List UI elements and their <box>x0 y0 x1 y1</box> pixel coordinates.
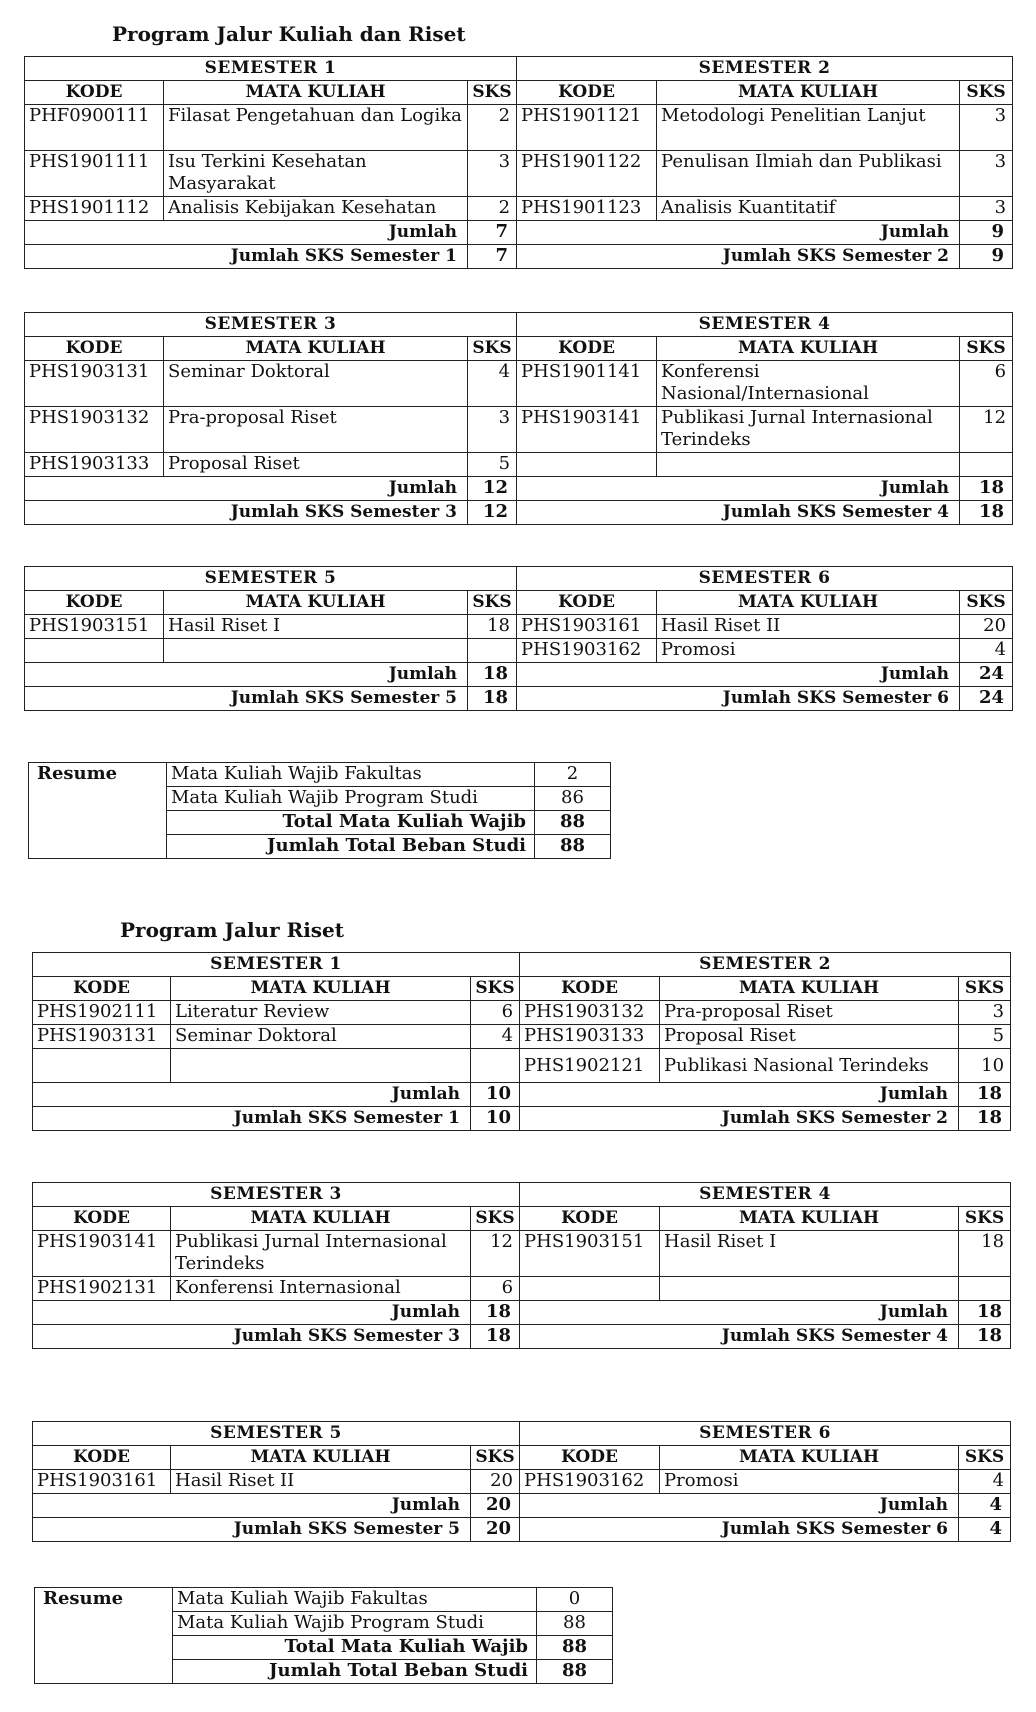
mata-kuliah-cell <box>657 453 960 477</box>
jumlah-label: Jumlah <box>517 663 960 687</box>
resume-item-label: Mata Kuliah Wajib Fakultas <box>167 763 535 787</box>
semester-table <box>24 566 1013 711</box>
table-row <box>25 151 1013 197</box>
kode-cell <box>517 453 657 477</box>
semester-label: SEMESTER 4 <box>520 1183 1011 1207</box>
jumlah-value: 18 <box>959 1083 1011 1107</box>
mata-kuliah-cell: Metodologi Penelitian Lanjut <box>657 105 960 151</box>
total-sks-label: Jumlah SKS Semester 4 <box>520 1325 959 1349</box>
table-row <box>33 1001 1011 1025</box>
kode-header: KODE <box>517 337 657 361</box>
resume-item-label: Mata Kuliah Wajib Program Studi <box>173 1612 537 1636</box>
sks-header: SKS <box>468 81 517 105</box>
sks-cell <box>468 639 517 663</box>
sks-cell: 3 <box>960 105 1013 151</box>
sks-cell: 20 <box>471 1470 520 1494</box>
sks-cell: 6 <box>471 1277 520 1301</box>
kode-header: KODE <box>520 1446 660 1470</box>
sks-cell <box>959 1277 1011 1301</box>
semester-label: SEMESTER 5 <box>25 567 517 591</box>
resume-table <box>34 1587 613 1684</box>
mata-kuliah-cell: Analisis Kebijakan Kesehatan <box>164 197 468 221</box>
kode-header: KODE <box>25 591 164 615</box>
mata-kuliah-cell: Publikasi Jurnal Internasional Terindeks <box>657 407 960 453</box>
resume-item-value: 88 <box>537 1612 613 1636</box>
kode-cell: PHS1903161 <box>517 615 657 639</box>
mata-kuliah-cell: Filasat Pengetahuan dan Logika <box>164 105 468 151</box>
semester-label: SEMESTER 2 <box>520 953 1011 977</box>
sks-header: SKS <box>959 977 1011 1001</box>
mata-kuliah-header: MATA KULIAH <box>171 977 471 1001</box>
mata-kuliah-header: MATA KULIAH <box>660 1446 959 1470</box>
kode-header: KODE <box>33 977 171 1001</box>
kode-cell: PHS1903131 <box>33 1025 171 1049</box>
sks-cell: 3 <box>959 1001 1011 1025</box>
kode-cell: PHS1903132 <box>520 1001 660 1025</box>
kode-cell: PHS1903161 <box>33 1470 171 1494</box>
kode-cell: PHS1901122 <box>517 151 657 197</box>
jumlah-label: Jumlah <box>33 1494 471 1518</box>
jumlah-value: 12 <box>468 477 517 501</box>
sks-cell: 5 <box>468 453 517 477</box>
kode-cell: PHS1903133 <box>520 1025 660 1049</box>
mata-kuliah-header: MATA KULIAH <box>164 81 468 105</box>
total-sks-value: 20 <box>471 1518 520 1542</box>
sks-cell: 3 <box>468 151 517 197</box>
total-sks-value: 9 <box>960 245 1013 269</box>
sks-cell: 2 <box>468 197 517 221</box>
sks-header: SKS <box>468 337 517 361</box>
mata-kuliah-cell: Promosi <box>657 639 960 663</box>
semester-table <box>24 312 1013 525</box>
semester-label: SEMESTER 1 <box>25 57 517 81</box>
total-sks-value: 24 <box>960 687 1013 711</box>
total-sks-label: Jumlah SKS Semester 5 <box>25 687 468 711</box>
sks-cell: 4 <box>471 1025 520 1049</box>
sks-cell: 2 <box>468 105 517 151</box>
total-sks-value: 18 <box>959 1325 1011 1349</box>
jumlah-value: 18 <box>960 477 1013 501</box>
mata-kuliah-cell: Promosi <box>660 1470 959 1494</box>
jumlah-label: Jumlah <box>33 1083 471 1107</box>
semester-label: SEMESTER 6 <box>520 1422 1011 1446</box>
kode-header: KODE <box>25 81 164 105</box>
jumlah-value: 10 <box>471 1083 520 1107</box>
mata-kuliah-cell: Proposal Riset <box>164 453 468 477</box>
sks-cell: 18 <box>468 615 517 639</box>
table-row <box>25 453 1013 477</box>
jumlah-label: Jumlah <box>517 477 960 501</box>
sks-header: SKS <box>959 1207 1011 1231</box>
mata-kuliah-header: MATA KULIAH <box>660 977 959 1001</box>
sks-cell: 3 <box>960 151 1013 197</box>
total-sks-value: 7 <box>468 245 517 269</box>
table-row <box>25 361 1013 407</box>
total-sks-value: 4 <box>959 1518 1011 1542</box>
total-sks-label: Jumlah SKS Semester 3 <box>33 1325 471 1349</box>
mata-kuliah-cell: Konferensi Nasional/Internasional <box>657 361 960 407</box>
semester-label: SEMESTER 2 <box>517 57 1013 81</box>
kode-cell: PHS1901111 <box>25 151 164 197</box>
jumlah-value: 20 <box>471 1494 520 1518</box>
total-sks-label: Jumlah SKS Semester 2 <box>520 1107 959 1131</box>
sks-cell: 10 <box>959 1049 1011 1083</box>
resume-item-value: 88 <box>537 1660 613 1684</box>
sks-cell <box>960 453 1013 477</box>
table-row <box>25 407 1013 453</box>
jumlah-value: 18 <box>959 1301 1011 1325</box>
jumlah-value: 9 <box>960 221 1013 245</box>
mata-kuliah-header: MATA KULIAH <box>164 337 468 361</box>
resume-item-value: 88 <box>535 811 611 835</box>
semester-table <box>32 952 1011 1131</box>
jumlah-value: 24 <box>960 663 1013 687</box>
total-sks-label: Jumlah SKS Semester 1 <box>33 1107 471 1131</box>
kode-cell: PHS1901141 <box>517 361 657 407</box>
kode-header: KODE <box>520 1207 660 1231</box>
kode-cell: PHS1902121 <box>520 1049 660 1083</box>
jumlah-value: 7 <box>468 221 517 245</box>
jumlah-label: Jumlah <box>25 221 468 245</box>
kode-cell: PHS1903151 <box>520 1231 660 1277</box>
total-sks-label: Jumlah SKS Semester 6 <box>517 687 960 711</box>
program-title: Program Jalur Riset <box>120 918 345 942</box>
resume-label: Resume <box>29 763 167 859</box>
resume-item-label: Jumlah Total Beban Studi <box>167 835 535 859</box>
jumlah-label: Jumlah <box>520 1494 959 1518</box>
total-sks-value: 18 <box>468 687 517 711</box>
sks-cell: 3 <box>960 197 1013 221</box>
semester-label: SEMESTER 4 <box>517 313 1013 337</box>
kode-cell: PHS1901121 <box>517 105 657 151</box>
sks-cell: 4 <box>960 639 1013 663</box>
table-row <box>25 197 1013 221</box>
sks-header: SKS <box>471 1446 520 1470</box>
mata-kuliah-cell: Hasil Riset I <box>164 615 468 639</box>
mata-kuliah-header: MATA KULIAH <box>171 1446 471 1470</box>
table-row <box>25 615 1013 639</box>
total-sks-label: Jumlah SKS Semester 3 <box>25 501 468 525</box>
mata-kuliah-cell: Pra-proposal Riset <box>660 1001 959 1025</box>
kode-header: KODE <box>25 337 164 361</box>
kode-cell: PHS1903162 <box>520 1470 660 1494</box>
semester-label: SEMESTER 6 <box>517 567 1013 591</box>
semester-label: SEMESTER 1 <box>33 953 520 977</box>
mata-kuliah-cell: Analisis Kuantitatif <box>657 197 960 221</box>
mata-kuliah-cell: Isu Terkini Kesehatan Masyarakat <box>164 151 468 197</box>
kode-header: KODE <box>520 977 660 1001</box>
program-title: Program Jalur Kuliah dan Riset <box>112 22 466 46</box>
kode-cell: PHS1903141 <box>517 407 657 453</box>
total-sks-label: Jumlah SKS Semester 6 <box>520 1518 959 1542</box>
jumlah-value: 18 <box>468 663 517 687</box>
semester-label: SEMESTER 3 <box>33 1183 520 1207</box>
semester-table <box>32 1182 1011 1349</box>
semester-table <box>24 56 1013 269</box>
sks-cell <box>471 1049 520 1083</box>
sks-header: SKS <box>471 1207 520 1231</box>
mata-kuliah-cell: Penulisan Ilmiah dan Publikasi <box>657 151 960 197</box>
kode-cell: PHS1903131 <box>25 361 164 407</box>
mata-kuliah-header: MATA KULIAH <box>657 81 960 105</box>
jumlah-label: Jumlah <box>520 1301 959 1325</box>
mata-kuliah-cell: Seminar Doktoral <box>164 361 468 407</box>
total-sks-label: Jumlah SKS Semester 4 <box>517 501 960 525</box>
kode-cell: PHF0900111 <box>25 105 164 151</box>
sks-cell: 6 <box>960 361 1013 407</box>
mata-kuliah-header: MATA KULIAH <box>657 591 960 615</box>
sks-cell: 4 <box>959 1470 1011 1494</box>
resume-item-value: 0 <box>537 1588 613 1612</box>
resume-item-value: 86 <box>535 787 611 811</box>
kode-cell: PHS1903162 <box>517 639 657 663</box>
sks-header: SKS <box>959 1446 1011 1470</box>
kode-cell: PHS1901123 <box>517 197 657 221</box>
mata-kuliah-cell <box>660 1277 959 1301</box>
table-row <box>25 105 1013 151</box>
total-sks-value: 18 <box>959 1107 1011 1131</box>
kode-header: KODE <box>517 81 657 105</box>
total-sks-value: 18 <box>960 501 1013 525</box>
mata-kuliah-cell: Literatur Review <box>171 1001 471 1025</box>
mata-kuliah-header: MATA KULIAH <box>660 1207 959 1231</box>
sks-cell: 20 <box>960 615 1013 639</box>
resume-item-value: 88 <box>535 835 611 859</box>
total-sks-label: Jumlah SKS Semester 1 <box>25 245 468 269</box>
sks-header: SKS <box>471 977 520 1001</box>
sks-cell: 18 <box>959 1231 1011 1277</box>
sks-cell: 6 <box>471 1001 520 1025</box>
kode-cell <box>25 639 164 663</box>
sks-header: SKS <box>960 337 1013 361</box>
kode-cell: PHS1901112 <box>25 197 164 221</box>
table-row <box>25 639 1013 663</box>
resume-item-value: 88 <box>537 1636 613 1660</box>
total-sks-value: 12 <box>468 501 517 525</box>
semester-table <box>32 1421 1011 1542</box>
jumlah-label: Jumlah <box>517 221 960 245</box>
total-sks-label: Jumlah SKS Semester 2 <box>517 245 960 269</box>
table-row <box>33 1025 1011 1049</box>
jumlah-label: Jumlah <box>25 663 468 687</box>
mata-kuliah-cell: Publikasi Jurnal Internasional Terindeks <box>171 1231 471 1277</box>
resume-item-label: Mata Kuliah Wajib Program Studi <box>167 787 535 811</box>
kode-cell <box>520 1277 660 1301</box>
jumlah-label: Jumlah <box>33 1301 471 1325</box>
kode-cell: PHS1902111 <box>33 1001 171 1025</box>
mata-kuliah-header: MATA KULIAH <box>164 591 468 615</box>
sks-cell: 4 <box>468 361 517 407</box>
resume-item-label: Total Mata Kuliah Wajib <box>173 1636 537 1660</box>
sks-cell: 12 <box>960 407 1013 453</box>
resume-item-value: 2 <box>535 763 611 787</box>
resume-item-label: Total Mata Kuliah Wajib <box>167 811 535 835</box>
table-row <box>33 1049 1011 1083</box>
mata-kuliah-cell: Hasil Riset II <box>657 615 960 639</box>
table-row <box>33 1231 1011 1277</box>
total-sks-value: 18 <box>471 1325 520 1349</box>
table-row <box>33 1277 1011 1301</box>
jumlah-value: 4 <box>959 1494 1011 1518</box>
mata-kuliah-cell: Hasil Riset I <box>660 1231 959 1277</box>
kode-header: KODE <box>33 1207 171 1231</box>
kode-cell: PHS1903151 <box>25 615 164 639</box>
jumlah-value: 18 <box>471 1301 520 1325</box>
sks-cell: 5 <box>959 1025 1011 1049</box>
kode-header: KODE <box>33 1446 171 1470</box>
sks-header: SKS <box>960 591 1013 615</box>
kode-cell: PHS1903132 <box>25 407 164 453</box>
resume-table <box>28 762 611 859</box>
semester-label: SEMESTER 3 <box>25 313 517 337</box>
sks-header: SKS <box>960 81 1013 105</box>
mata-kuliah-header: MATA KULIAH <box>657 337 960 361</box>
kode-cell: PHS1902131 <box>33 1277 171 1301</box>
total-sks-value: 10 <box>471 1107 520 1131</box>
sks-cell: 12 <box>471 1231 520 1277</box>
mata-kuliah-cell <box>171 1049 471 1083</box>
mata-kuliah-cell: Seminar Doktoral <box>171 1025 471 1049</box>
jumlah-label: Jumlah <box>25 477 468 501</box>
total-sks-label: Jumlah SKS Semester 5 <box>33 1518 471 1542</box>
mata-kuliah-cell: Proposal Riset <box>660 1025 959 1049</box>
sks-cell: 3 <box>468 407 517 453</box>
mata-kuliah-cell <box>164 639 468 663</box>
jumlah-label: Jumlah <box>520 1083 959 1107</box>
mata-kuliah-cell: Pra-proposal Riset <box>164 407 468 453</box>
semester-label: SEMESTER 5 <box>33 1422 520 1446</box>
kode-cell: PHS1903141 <box>33 1231 171 1277</box>
resume-item-label: Mata Kuliah Wajib Fakultas <box>173 1588 537 1612</box>
kode-cell <box>33 1049 171 1083</box>
resume-item-label: Jumlah Total Beban Studi <box>173 1660 537 1684</box>
kode-cell: PHS1903133 <box>25 453 164 477</box>
resume-label: Resume <box>35 1588 173 1684</box>
sks-header: SKS <box>468 591 517 615</box>
mata-kuliah-cell: Publikasi Nasional Terindeks <box>660 1049 959 1083</box>
kode-header: KODE <box>517 591 657 615</box>
mata-kuliah-cell: Hasil Riset II <box>171 1470 471 1494</box>
table-row <box>33 1470 1011 1494</box>
mata-kuliah-header: MATA KULIAH <box>171 1207 471 1231</box>
mata-kuliah-cell: Konferensi Internasional <box>171 1277 471 1301</box>
